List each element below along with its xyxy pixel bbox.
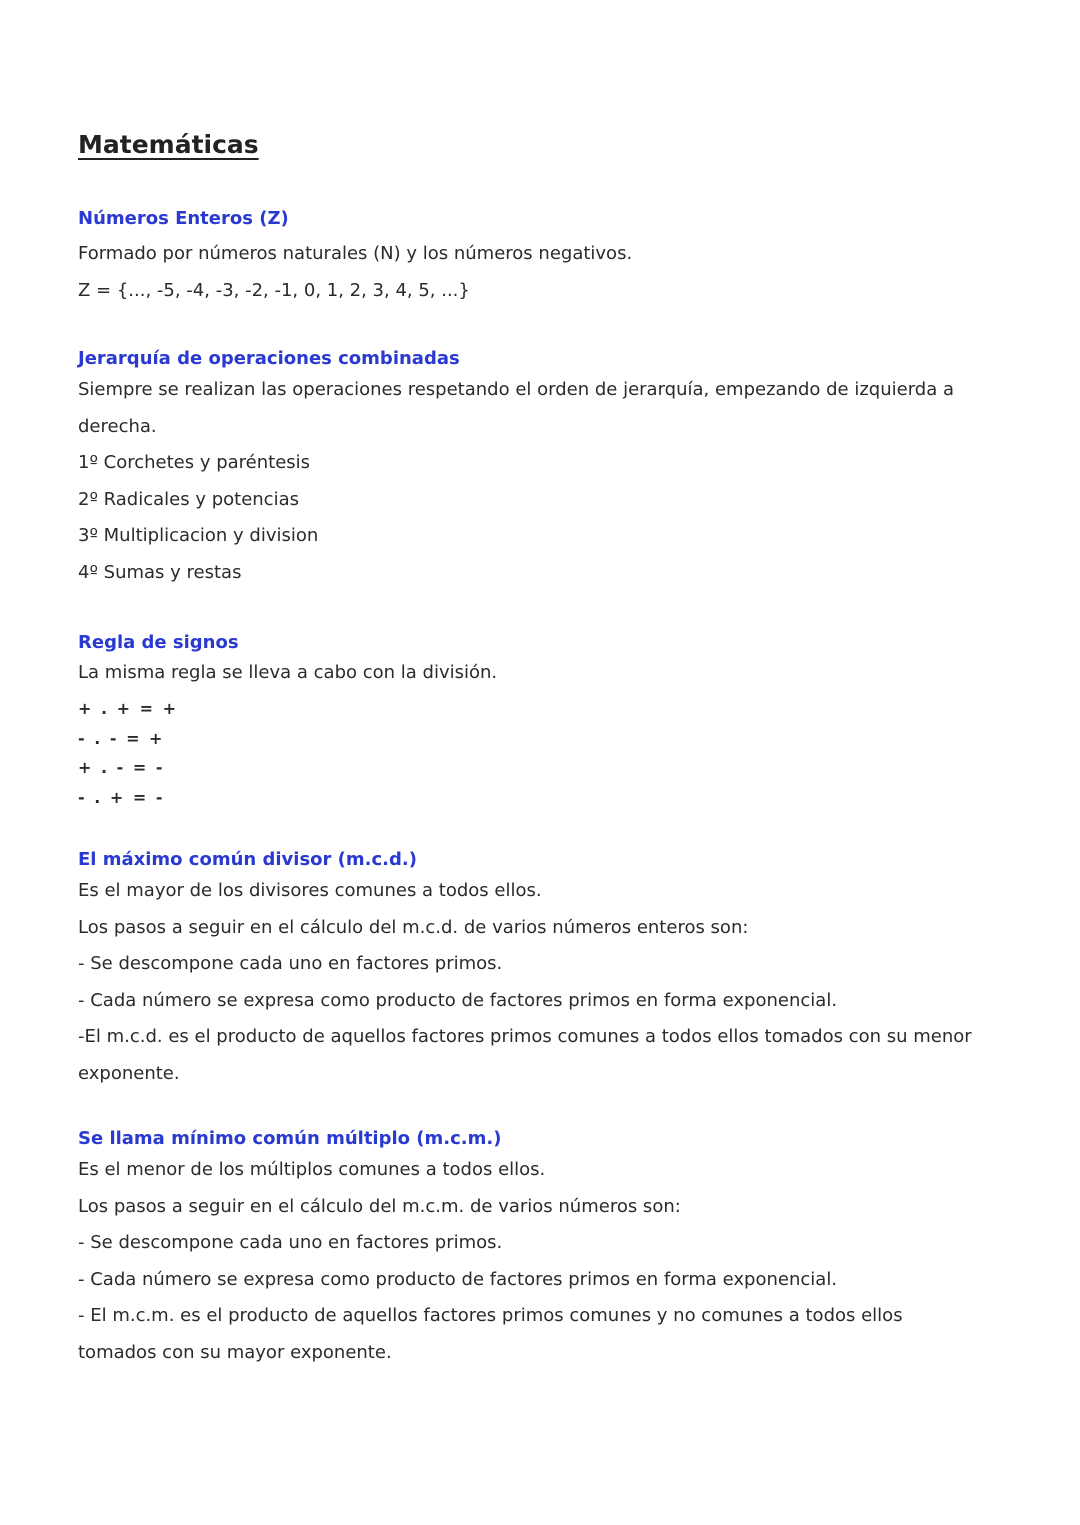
mcm-line: Es el menor de los múltiplos comunes a todos ellos. (78, 1159, 546, 1180)
section-regla-signos (78, 630, 1008, 812)
mcd-line: Los pasos a seguir en el cálculo del m.c.d. de varios números enteros son: (78, 916, 749, 938)
section-heading: El máximo común divisor (m.c.d.) (78, 849, 417, 870)
sign-rule: + . + = + (78, 699, 178, 718)
sign-rule: - . - = + (78, 728, 165, 748)
mcd-line: Es el mayor de los divisores comunes a todos ellos. (78, 880, 542, 901)
page-title: Matemáticas (78, 130, 259, 159)
jerarquia-step: 4º Sumas y restas (78, 561, 242, 583)
section-heading: Jerarquía de operaciones combinadas (78, 348, 460, 369)
mcm-line: - Cada número se expresa como producto de factores primos en forma exponencial. (78, 1268, 838, 1290)
mcd-line: - Se descompone cada uno en factores primos. (78, 953, 503, 974)
enteros-definition: Formado por números naturales (N) y los números negativos. (78, 243, 633, 264)
mcm-line: Los pasos a seguir en el cálculo del m.c.m. de varios números son: (78, 1195, 681, 1217)
mcm-line: - Se descompone cada uno en factores primos. (78, 1232, 503, 1253)
section-heading: Se llama mínimo común múltiplo (m.c.m.) (78, 1128, 502, 1149)
section-mcm (78, 1126, 1008, 1371)
mcd-line: -El m.c.d. es el producto de aquellos factores primos comunes a todos ellos tomados con su menor exponente. (78, 1026, 972, 1084)
signos-rules (78, 694, 1008, 812)
enteros-set: Z = {..., -5, -4, -3, -2, -1, 0, 1, 2, 3, 4, 5, ...} (78, 279, 470, 301)
section-mcd (78, 847, 1008, 1092)
section-heading: Regla de signos (78, 632, 239, 653)
jerarquia-step: 2º Radicales y potencias (78, 488, 299, 510)
jerarquia-intro: Siempre se realizan las operaciones respetando el orden de jerarquía, empezando de izquierda a derecha. (78, 379, 955, 437)
signos-intro: La misma regla se lleva a cabo con la división. (78, 662, 498, 683)
sign-rule: + . - = - (78, 758, 165, 777)
mcd-line: - Cada número se expresa como producto de factores primos en forma exponencial. (78, 989, 838, 1011)
section-jerarquia (78, 346, 1008, 591)
mcm-line: - El m.c.m. es el producto de aquellos factores primos comunes y no comunes a todos ellos tomados con su mayor exponente. (78, 1305, 903, 1363)
section-heading: Números Enteros (Z) (78, 208, 289, 229)
jerarquia-step: 1º Corchetes y paréntesis (78, 452, 311, 473)
sign-rule: - . + = - (78, 787, 165, 807)
jerarquia-step: 3º Multiplicacion y division (78, 525, 319, 546)
section-numeros-enteros (78, 206, 1008, 309)
